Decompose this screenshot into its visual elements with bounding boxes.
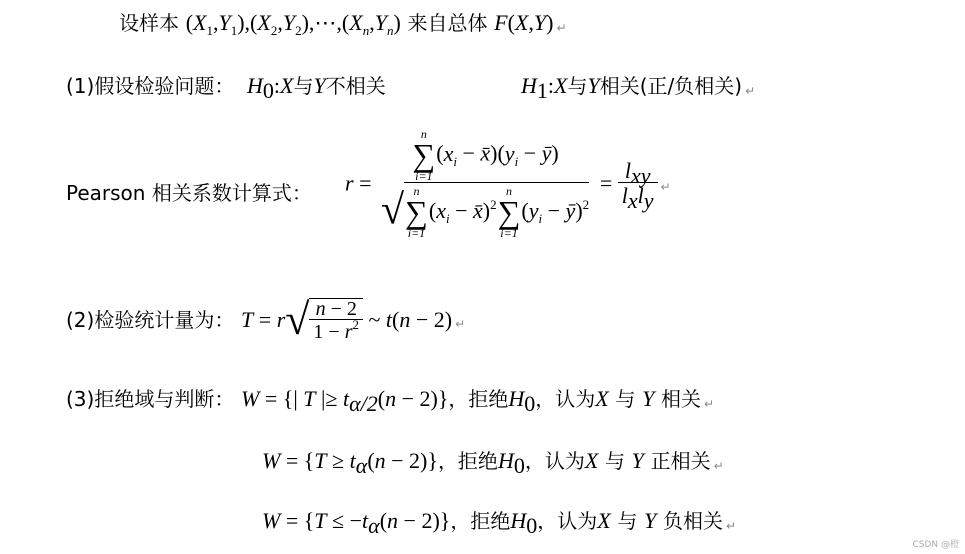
rejection-line-3: $W = \{T \le -t_\alpha(n - 2)\}$，拒绝$H_0$，认为X 与 Y 负相关 ↵ xyxy=(262,508,737,538)
population-formula: F xyxy=(494,10,508,35)
paragraph-mark-icon: ↵ xyxy=(745,84,756,98)
paragraph-mark-icon: ↵ xyxy=(726,519,737,533)
hypothesis-label: (1)假设检验问题： xyxy=(66,74,235,98)
pearson-fraction: n ∑ i=1 ($x_i$ − $x̄)(y_i$ − ȳ) √ n ∑ i=1 ($x_i$ − x̄)$^2$ n ∑ i=1 ($y_i$ − ȳ)$^2$ xyxy=(380,127,590,240)
h0-text: 不相关 xyxy=(325,74,386,98)
rejection-label: (3)拒绝域与判断： xyxy=(66,387,235,411)
paragraph-mark-icon: ↵ xyxy=(713,459,724,473)
paragraph-mark-icon: ↵ xyxy=(660,180,671,194)
paragraph-mark-icon: ↵ xyxy=(704,397,715,411)
statistic-line: (2)检验统计量为： T = r√ $\frac{n - 2}{1 - r^2}$ ~ t(n − 2) ↵ xyxy=(66,295,466,344)
rejection-line-2: $W = \{T \ge t_\alpha(n - 2)\}$，拒绝$H_0$，认为X 与 Y 正相关 ↵ xyxy=(262,448,724,478)
sample-formula: $(X_1,Y_1),(X_2,Y_2),\cdots,(X_n,Y_n)$ xyxy=(185,10,401,38)
paragraph-mark-icon: ↵ xyxy=(556,21,567,35)
watermark: CSDN @橙 xyxy=(912,540,959,550)
pearson-formula: r = n ∑ i=1 ($x_i$ − $x̄)(y_i$ − ȳ) √ n ∑ i=1 ($x_i$ − x̄)$^2$ n ∑ i=1 ($y_i$ − ȳ)$^2$ = $\frac{l_{xy}}{l_xl_y}$ ↵ xyxy=(345,127,671,240)
sample-statement: 设样本 $(X_1,Y_1),(X_2,Y_2),\cdots,(X_n,Y_n)$ 来自总体 F(X,Y) ↵ xyxy=(119,10,567,38)
alt-hypothesis: $H_1:X$与Y相关(正/负相关) ↵ xyxy=(521,73,756,103)
rejection-line-1: (3)拒绝域与判断： W = {| T |≥ $t_{\alpha/2}(n - 2)$}，拒绝$H_0$，认为X 与 Y 相关 ↵ xyxy=(66,386,715,416)
lxy-fraction: $\frac{l_{xy}}{l_xl_y}$ xyxy=(618,160,658,207)
statistic-label: (2)检验统计量为： xyxy=(66,308,235,332)
pearson-label-line xyxy=(66,180,312,206)
hypothesis-line: (1)假设检验问题： $H_0:X$与Y不相关 xyxy=(66,73,386,103)
intro-mid: 来自总体 xyxy=(407,11,488,35)
intro-prefix: 设样本 xyxy=(119,11,179,35)
h1-text: 相关(正/负相关) xyxy=(599,74,743,98)
paragraph-mark-icon: ↵ xyxy=(455,316,466,331)
pearson-label: Pearson 相关系数计算式： xyxy=(66,181,312,205)
